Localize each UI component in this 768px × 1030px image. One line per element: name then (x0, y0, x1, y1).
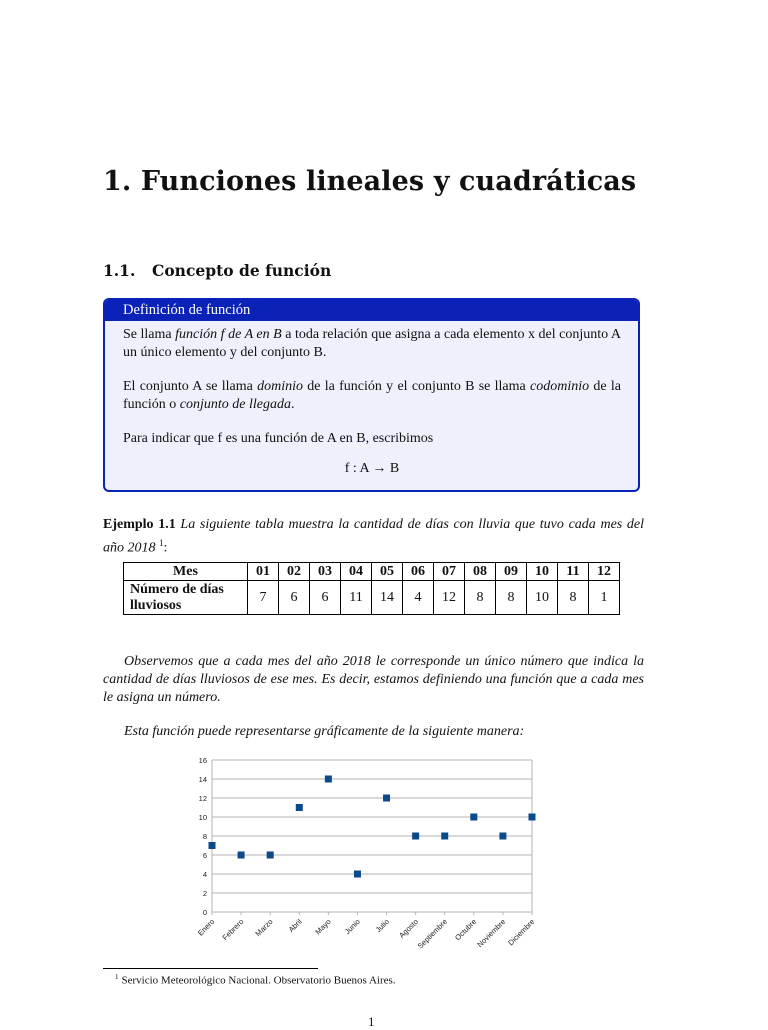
y-tick-label: 12 (198, 794, 207, 803)
y-tick-label: 10 (198, 813, 207, 822)
rain-days-table (123, 562, 620, 615)
x-tick-label: Noviembre (475, 917, 508, 950)
example-text: La siguiente tabla muestra la cantidad de días con lluvia que tuvo cada mes del año 2018 (103, 517, 645, 556)
example-intro (103, 516, 644, 558)
y-tick-label: 8 (202, 832, 207, 841)
y-tick-label: 0 (202, 908, 207, 917)
y-tick-label: 4 (202, 870, 207, 879)
data-point (441, 833, 448, 840)
section-label: Concepto de función (152, 261, 332, 280)
def-p2-text-e: de la función o (123, 379, 621, 412)
x-tick-label: Junio (342, 917, 362, 937)
data-point (499, 833, 506, 840)
definition-formula: f : A → B (344, 461, 400, 476)
x-tick-label: Julio (373, 917, 391, 935)
table-value-cell: 4 (403, 581, 434, 615)
definition-box (103, 298, 640, 492)
data-point (470, 814, 477, 821)
example-label: Ejemplo 1.1 (103, 517, 176, 532)
def-p2-codominio: codominio (530, 379, 590, 394)
x-tick-label: Abril (286, 917, 304, 935)
table-month-cell: 08 (465, 563, 496, 581)
table-value-cell: 8 (558, 581, 589, 615)
footnote-text: Servicio Meteorológico Nacional. Observatorio Buenos Aires. (121, 974, 396, 987)
footnote-mark: 1 (115, 973, 119, 981)
data-point (412, 833, 419, 840)
definition-header: Definición de función (105, 300, 638, 321)
table-header-row (124, 563, 620, 581)
table-value-cell: 10 (527, 581, 558, 615)
table-value-cell: 1 (589, 581, 620, 615)
table-month-cell: 11 (558, 563, 589, 581)
table-month-cell: 09 (496, 563, 527, 581)
footnote (115, 973, 396, 987)
table-values-row (124, 581, 620, 615)
definition-body (105, 321, 638, 478)
table-value-cell: 12 (434, 581, 465, 615)
data-point (529, 814, 536, 821)
y-tick-label: 2 (202, 889, 207, 898)
table-value-cell: 6 (279, 581, 310, 615)
x-tick-label: Enero (195, 917, 217, 938)
data-point (296, 804, 303, 811)
x-tick-label: Septiembre (415, 917, 450, 951)
section-title (103, 261, 331, 280)
data-point (383, 795, 390, 802)
definition-paragraph-2 (123, 378, 621, 414)
def-p1-text-a: Se llama (123, 327, 176, 342)
x-tick-label: Febrero (220, 917, 246, 942)
section-number: 1.1. (103, 261, 136, 280)
data-point (354, 871, 361, 878)
data-point (209, 842, 216, 849)
example-colon: : (163, 540, 168, 556)
table-month-cell: 10 (527, 563, 558, 581)
table-value-cell: 14 (372, 581, 403, 615)
def-p1-text-c: a toda relación que asigna a cada elemento x del conjunto A un único elemento y del conjunto B. (123, 327, 621, 360)
x-tick-label: Mayo (313, 917, 333, 937)
x-tick-label: Marzo (253, 917, 275, 939)
x-tick-label: Octubre (452, 917, 479, 943)
table-value-cell: 7 (248, 581, 279, 615)
def-p2-dominio: dominio (257, 379, 304, 394)
x-tick-label: Diciembre (506, 917, 537, 948)
data-point (267, 852, 274, 859)
table-month-cell: 03 (310, 563, 341, 581)
table-month-cell: 02 (279, 563, 310, 581)
def-p2-text-a: El conjunto A se llama (123, 379, 258, 394)
page-number: 1 (368, 1014, 375, 1029)
def-p2-text-g: . (290, 397, 295, 412)
paragraph-observation: Observemos que a cada mes del año 2018 le corresponde un único número que indica la cantidad de días lluviosos de ese mes. Es decir, estamos definiendo una función que a cada mes le asigna un número. (103, 654, 644, 705)
rain-days-chart (180, 748, 560, 958)
table-month-cell: 12 (589, 563, 620, 581)
definition-paragraph-1 (123, 326, 621, 362)
x-tick-label: Agosto (397, 917, 421, 940)
table-value-cell: 6 (310, 581, 341, 615)
table-month-cell: 06 (403, 563, 434, 581)
table-value-cell: 8 (465, 581, 496, 615)
y-tick-label: 6 (202, 851, 207, 860)
y-tick-label: 14 (198, 775, 207, 784)
table-month-cell: 01 (248, 563, 279, 581)
def-p1-term: función f de A en B (175, 327, 282, 342)
table-value-cell: 11 (341, 581, 372, 615)
definition-paragraph-3: Para indicar que f es una función de A en B, escribimos (123, 431, 434, 446)
table-row-label: Número de días lluviosos (124, 581, 248, 615)
y-tick-label: 16 (198, 756, 207, 765)
table-header-mes: Mes (124, 563, 248, 581)
chapter-title: 1. Funciones lineales y cuadráticas (103, 166, 637, 197)
def-p2-text-c: de la función y el conjunto B se llama (303, 379, 531, 394)
footnote-reference[interactable]: 1 (159, 538, 164, 548)
paragraph-graph-intro: Esta función puede representarse gráficamente de la siguiente manera: (124, 724, 525, 739)
table-month-cell: 07 (434, 563, 465, 581)
def-p2-llegada: conjunto de llegada (179, 397, 291, 412)
footnote-rule (103, 968, 318, 969)
data-point (325, 776, 332, 783)
data-point (238, 852, 245, 859)
table-value-cell: 8 (496, 581, 527, 615)
table-month-cell: 04 (341, 563, 372, 581)
table-month-cell: 05 (372, 563, 403, 581)
